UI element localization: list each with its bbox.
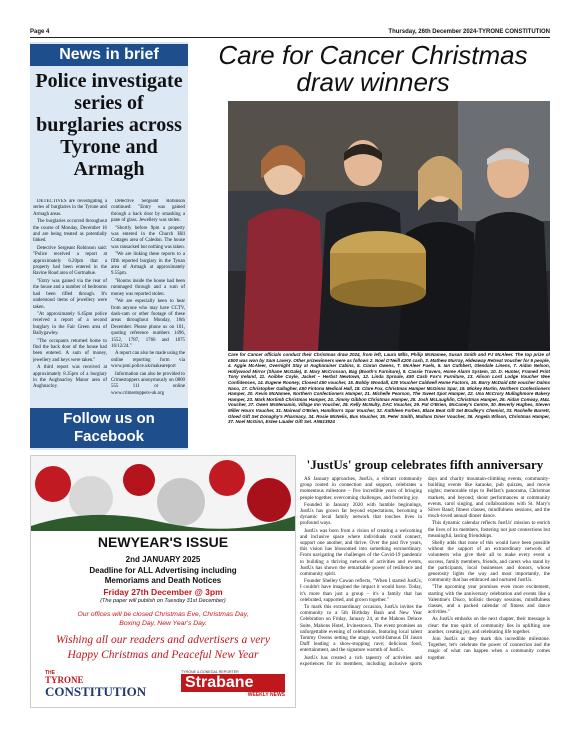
ad-deadline-line2: Memoriams and Death Notices (104, 576, 222, 585)
ad-issue-date: 2nd JANUARY 2025 (125, 555, 201, 564)
paragraph: Detective Sergeant Robinson said: "Police received a report at approximately 6.20pm that a property had been entered in the Ravine Road area of Gortnabue. (33, 245, 107, 277)
paragraph: Information can also be provided to Crimestoppers anonymously on 0800 555 111 or online www.crimestoppers-uk.org (111, 371, 185, 396)
ad-closed-line2: Boxing Day, New Year's Day. (119, 620, 207, 627)
cfc-headline: Care for Cancer Christmas draw winners (218, 40, 528, 97)
paragraph: "We are linking these reports to a fifth reported burglary in the Tynan area of Armagh at approximately 9.55pm. (111, 252, 185, 277)
justus-headline: 'JustUs' group celebrates fifth anniversary (306, 457, 544, 472)
paragraph: "The occupants returned home to find the back door of the house had been entered. A sum of money, jewellery and keys were taken." (33, 338, 107, 363)
ad-title: NEWYEAR'S ISSUE (97, 534, 229, 550)
facebook-line: Facebook (73, 428, 145, 445)
news-brief-body (33, 199, 185, 411)
new-year-advert (30, 455, 296, 708)
issue-date: Thursday, 26th December 2024-TYRONE CONSTITUTION (388, 28, 550, 35)
ad-wish-line1: Wishing all our readers and advertisers a very (56, 634, 270, 646)
paragraph: JustUs has created a rich tapestry of activities and experiences for its members, including inclusive sports days and charity mountain-climbing events, community-building events like karaoke, pub quizzes, and movie nights; memorable trips to Belfast's panorama, Christmas markets, and beyond; shout performances at community events, carol singing, and collaborations with St. Mary's Silver Band; fitness classes, mindfulness sessions, and the much-loved annual dinner dance. (300, 476, 550, 667)
paragraph: Detective Sergeant Robinson continued: "Entry was gained through a back door by smashing a pane of glass. Jewellery was stolen. (111, 199, 185, 224)
page-number: Page 4 (30, 28, 50, 35)
paragraph: "The upcoming year promises even more excitement, starting with the anniversary celebration and events like a Valentine's Disco, holistic therapy sessions, mindfulness classes, and a packed calendar of fitness and dance activities." (428, 584, 550, 616)
paragraph: The burglaries occurred throughout the course of Monday, December 16 and are being treated as potentially linked. (33, 219, 107, 244)
paragraph: "Entry was gained via the rear of the house and a number of bedrooms had been rifled through. It's understood items of jewellery were taken. (33, 278, 107, 310)
paragraph: DETECTIVES are investigating a series of burglaries in the Tyrone and Armagh areas. (33, 199, 107, 217)
group-photo-illustration (228, 101, 550, 351)
paragraph: Founded in January 2020 with humble beginnings, JustUs has grown far beyond expectations, becoming a dynamic local family network that touches lives in profound ways. (300, 501, 422, 527)
bauble-photo (31, 456, 295, 531)
paragraph: "At approximately 6.45pm police received a report of a second burglary in the Fair Green area of Ballygawley. (33, 311, 107, 337)
paragraph: To mark this extraordinary occasion, JustUs invites the community to a 5th Birthday Bash and New Year Celebration on Friday, January 24, at the Mahons Deluxe Suite, Mahons Hotel, Irvinestown. The event promises an unforgettable evening of celebration, featuring local talent Tommy Owens setting the stage, world-famous DJ Jason Duff leading a show-stopping rave; delicious food, entertainment, and the signature warmth of JustUs. (300, 604, 422, 654)
strabane-weekly-news-logo: TYRONE & DONEGAL REPORTER Strabane WEEKLY NEWS (181, 670, 285, 698)
paragraph: This dynamic calendar reflects JustUs' mission to enrich the lives of its members, fostering not just connections but meaningful, lasting friendships. (428, 520, 550, 539)
follow-line: Follow us on (63, 410, 155, 427)
christmas-bauble-icon (31, 456, 295, 531)
cfc-photo (228, 101, 550, 351)
ad-paper-note: (The paper will publish on Tuesday 31st December) (100, 598, 226, 604)
paragraph: JustUs was born from a vision of creating a welcoming and inclusive space where individuals could connect, support one another, and thrive. Over the past five years, this vision has blossomed into something extraordinary. From navigating the challenges of the Covid-19 pandemic to building a thriving network of activities and events, JustUs has shown the remarkable power of resilience and community spirit. (300, 527, 422, 578)
tyrone-constitution-logo: THE TYRONE CONSTITUTION (45, 670, 147, 699)
paragraph: Shelly adds that none of this would have been possible without the support of an extraordinary network of volunteers who give their all to make every event a success, family members, friends, and carers who stand by the participants, local businesses and donors, whose generosity lights the way and most importantly, the community that has embraced and nurtured JustUs. (428, 540, 550, 584)
ad-wish-line2: Happy Christmas and Peaceful New Year (67, 649, 259, 661)
paragraph: AS January approaches, JustUs, a vibrant community group rooted in connection and support, celebrates a momentous milestone – five incredible years of bringing people together, overcoming challenges, and fostering joy. (300, 476, 422, 501)
paragraph: "We are especially keen to hear from anyone who may have CCTV, dash-cam or other footage of these areas throughout Monday, 16th December. Please phone us on 101, quoting reference numbers 1496, 1552, 1787, 1766 and 1875 16/12/24." (111, 299, 185, 349)
paragraph: A report can also be made using the online reporting form via www.psni.police.uk/makeareport (111, 351, 185, 370)
news-brief-headline: Police investigate series of burglaries across Tyrone and Armagh (35, 70, 183, 180)
paragraph: A third report was received at approximately 8.35pm of a burglary in the Aughnacloy Manor area of Aughnacloy. (33, 365, 107, 390)
ad-deadline-line1: Deadline for ALL Advertising including (89, 566, 237, 575)
cfc-caption: Care for Cancer officials conduct their Christmas draw 2024, from left, Laura Mills, Philip McNamee, Susan Smith and PJ McAleer. The top prize of £500 was won by Sam Lavery. Other prizewinners were as follows 2. Noel O'Neill £200 cash, 3. Mathew Murray, Hideaway Retreat Voucher for 6 people, 4. Aggie McAleer, Overnight Stay at Augharainer Cabins, 5. Ciaran Owens, T. McAleer Fuels, 6. Ian Cuthbert, Glendale Linens, 7. Aidan Nelson, Hollywood Mirror (Shane McGale), 8. Mary McCrossan, Bag (Booth's Furniture), 9. Cassie Travers, Home Alarm System, 10. D. Hunter, Framed Print Tony Ireland, 11. Aoibhe Coyle, Jacket – Herbst Newtown, 12. Linda Sproule, £50 Cash Fox's Furniture, 13. Alison Lord Lodge Voucher Wee Confidences, 14. Eugene Rooney, Closest £50 voucher, 15. Bobby Woodall, £30 Voucher Caldwell Home Factors, 16. Barry McDaid £50 voucher Dalms Naco, 17. Christopher Gallagher, £50 Fintona Medical Hall, 18. Clare Fox, Christmas Hamper McGinns Spar, 19. Mickey Martin, Northern Confectioners Hamper, 20. Kevin McNamee, Northern Confectioners Hamper, 21. Michelle Pearson, The Sweet Spot Hamper, 22. Una McCrory Mullaghmore Bakery Hamper, 23. Mark Mortimb Christmas Hamper, 24. Jimmy Gibbon Christmas Hamper, 25. Josh McLaughlin, Christmas Hamper, 26. Aidan Conway, M&L Voucher, 27. Owen McMenamin, Village Inn Voucher, 28. Kelly McNulty, DAC Voucher, 29. Pat O'Brien, McCaney's Centre, 30. Beverly Hughes, Steven Miller Hours Voucher, 31. Mairead O'Brien, Hamilton's Spar Voucher, 32. Kathleen Forbes, Blaze Beat Gift Set Bradley's Chemist, 33. Rachelle Barrett, Gloed Gift Set Donaghy's Pharmacy, 34. Rosie McNelis, Bus Voucher, 35. Peter Smith, Mullans Diner Voucher, 36. Angela Wilson, Christmas Hamper, 37. Noel McGinn, Estee Lauder Gift Set. AN513924 (228, 352, 550, 425)
page-header (30, 26, 550, 38)
news-brief-banner: News in brief (30, 44, 188, 66)
justus-body (300, 476, 550, 708)
paragraph: "Rooms inside the house had been rummaged through and a sum of money was reported stolen. (111, 278, 185, 297)
paragraph: "Shortly before 9pm a property was entered in the Church Hill Cottages area of Caledon. The house was ransacked but nothing was taken. (111, 225, 185, 250)
paragraph: Founder Shelley Cowan reflects, "When I started JustUs, I couldn't have imagined the impact it would have. Today, it's more than just a group – it's a family that has celebrated, supported, and grown together." (300, 578, 422, 603)
paragraph: Join JustUs as they mark this incredible milestone. Together, let's celebrate the power of connection and the magic of what can happen when a community comes together. (428, 636, 550, 661)
ad-deadline-date: Friday 27th December @ 3pm (103, 587, 223, 597)
paragraph: As JustUs embarks on the next chapter, their message is clear: the true spirit of community lies in uplifting one another, creating joy, and celebrating life together. (428, 616, 550, 635)
ad-closed-line1: Our offices will be closed Christmas Eve, Christmas Day, (77, 611, 249, 618)
facebook-promo[interactable] (30, 408, 188, 448)
